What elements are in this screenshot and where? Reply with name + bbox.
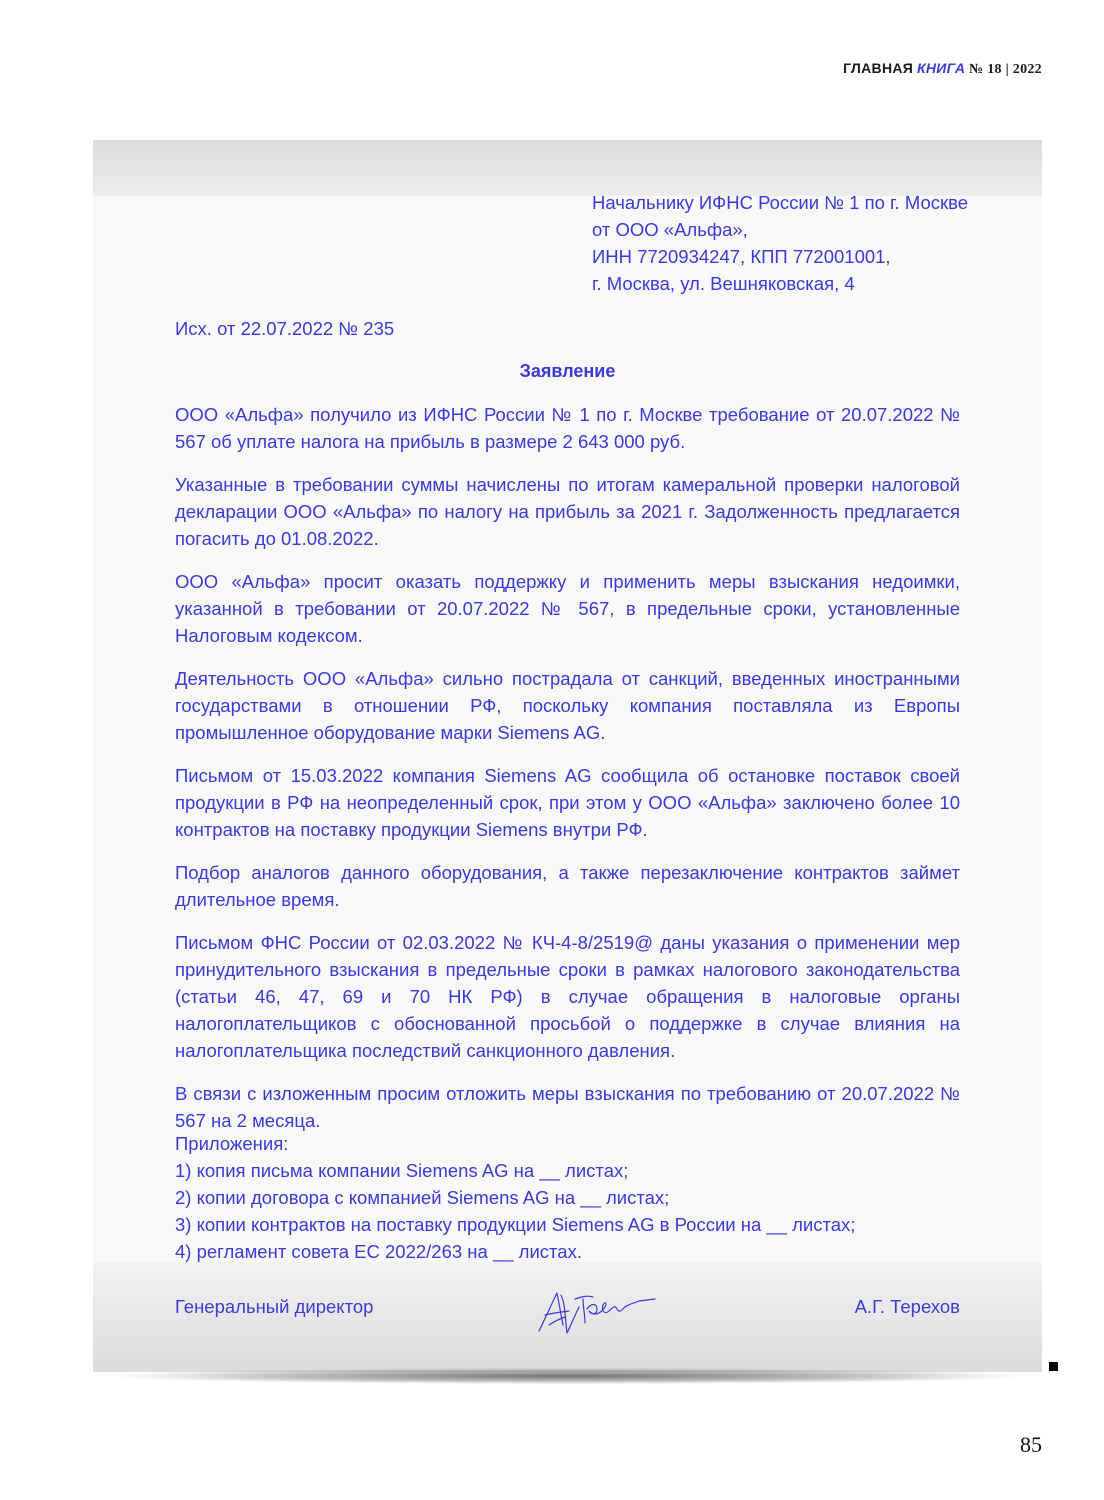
attachment-item: 3) копии контрактов на поставку продукции Siemens AG в России на __ листах; — [175, 1214, 856, 1235]
signatory-name: А.Г. Терехов — [854, 1296, 960, 1317]
addressee-block — [592, 189, 992, 297]
body-paragraph: ООО «Альфа» просит оказать поддержку и применить меры взыскания недоимки, указанной в требовании от 20.07.2022 № 567, в предельные сроки, установленные Налоговым кодексом. — [175, 571, 960, 646]
masthead-brand-accent: КНИГА — [916, 60, 966, 76]
masthead-brand: ГЛАВНАЯ — [843, 60, 914, 76]
addressee-line: Начальнику ИФНС России № 1 по г. Москве — [592, 192, 968, 213]
masthead-issue: № 18 | 2022 — [965, 62, 1042, 77]
card-top-band — [93, 140, 1042, 196]
body-paragraph: Подбор аналогов данного оборудования, а также перезаключение контрактов займет длительное время. — [175, 862, 960, 910]
body-paragraph: ООО «Альфа» получило из ИФНС России № 1 по г. Москве требование от 20.07.2022 № 567 об уплате налога на прибыль в размере 2 643 000 руб. — [175, 404, 960, 452]
page-number: 85 — [1020, 1432, 1042, 1457]
body-paragraph: Указанные в требовании суммы начислены по итогам камеральной проверки налоговой декларации ООО «Альфа» по налогу на прибыль за 2021 г. Задолженность предлагается погасить до 01.08.2022. — [175, 474, 960, 549]
signatory-position: Генеральный директор — [175, 1296, 374, 1317]
attachment-item: 2) копии договора с компанией Siemens AG на __ листах; — [175, 1187, 670, 1208]
attachment-item: 4) регламент совета ЕС 2022/263 на __ листах. — [175, 1241, 582, 1262]
body-paragraph: В связи с изложенным просим отложить меры взыскания по требованию от 20.07.2022 № 567 на 2 месяца. — [175, 1083, 960, 1131]
attachments-heading: Приложения: — [175, 1133, 289, 1154]
body-paragraph: Письмом от 15.03.2022 компания Siemens AG сообщила об остановке поставок своей продукции в РФ на неопределенный срок, при этом у ООО «Альфа» заключено более 10 контрактов на поставку продукции Siemens внутри РФ. — [175, 765, 960, 840]
attachments-list — [175, 1130, 960, 1265]
body-paragraph: Письмом ФНС России от 02.03.2022 № КЧ-4-8/2519@ даны указания о применении мер принудительного взыскания в предельные сроки в рамках налогового законодательства (статьи 46, 47, 69 и 70 НК РФ) в случае обращения в налоговые органы налогоплательщиков с обоснованной просьбой о поддержке в случае влияния на налогоплательщика последствий санкционного давления. — [175, 932, 960, 1061]
card-shadow — [118, 1368, 1018, 1384]
letter-title: Заявление — [519, 361, 616, 381]
letter-body — [175, 401, 960, 1150]
handwritten-signature — [535, 1285, 660, 1337]
addressee-line: от ООО «Альфа», — [592, 219, 748, 240]
outgoing-reference: Исх. от 22.07.2022 № 235 — [175, 318, 395, 339]
end-of-article-marker — [1049, 1362, 1058, 1371]
body-paragraph: Деятельность ООО «Альфа» сильно пострадала от санкций, введенных иностранными государствами в отношении РФ, поскольку компания поставляла из Европы промышленное оборудование марки Siemens AG. — [175, 668, 960, 743]
masthead — [843, 60, 1042, 78]
addressee-line: ИНН 7720934247, КПП 772001001, — [592, 246, 891, 267]
addressee-line: г. Москва, ул. Вешняковская, 4 — [592, 273, 855, 294]
attachment-item: 1) копия письма компании Siemens AG на __ листах; — [175, 1160, 629, 1181]
